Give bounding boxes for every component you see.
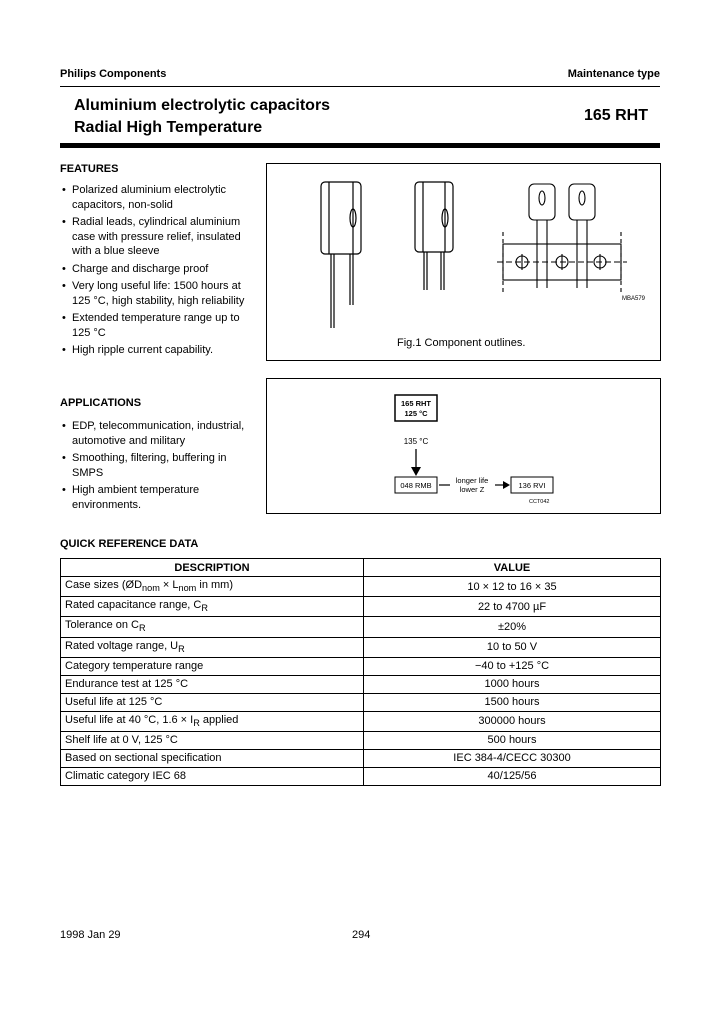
page-number: 294 [352,929,371,941]
table-header-row [61,559,661,577]
row-description: Shelf life at 0 V, 125 °C [61,731,364,749]
table-row [61,711,661,731]
type-number: 165 RHT [583,107,648,124]
row-value: 1000 hours [364,675,661,693]
capacitor-side-view [415,182,453,290]
row-value: 500 hours [364,731,661,749]
feature-item: • Radial leads, cylindrical aluminium case with pressure relief, insulated with a blue sleeve [60,215,260,259]
middle-label-line1: longer life [455,476,489,485]
figure2-code: CCT042 [529,499,550,505]
row-value: 10 to 50 V [364,637,661,657]
right-arrow-head [503,481,510,489]
row-value: 22 to 4700 µF [364,597,661,617]
figure1-caption: Fig.1 Component outlines. [397,337,526,349]
down-arrow-head [411,467,421,476]
value-column-header: VALUE [364,559,661,577]
family-relationship-diagram [267,379,660,513]
document-status: Maintenance type [567,68,660,80]
page-title-line1: Aluminium electrolytic capacitors [74,97,331,114]
component-outlines-drawing [267,164,660,360]
quick-reference-table [60,558,661,786]
capacitor-pcb-mounted [497,184,627,292]
feature-item: • High ripple current capability. [60,343,260,358]
row-description: Case sizes ($ØD_{nom} \times L_{nom}$ in mm) [61,577,364,597]
row-value: 10 × 12 to 16 × 35 [364,577,661,597]
application-item: • EDP, telecommunication, industrial, automotive and military [60,419,260,448]
table-row [61,577,661,597]
row-description: Rated voltage range, $U_R$ [61,637,364,657]
company-name: Philips Components [60,68,167,80]
row-description: Rated capacitance range, $C_R$ [61,597,364,617]
table-row [61,749,661,767]
row-value: ±20% [364,617,661,637]
figure1-code: MBA579 [622,296,646,302]
table-row [61,657,661,675]
applications-heading: APPLICATIONS [60,397,142,409]
table-row [61,731,661,749]
footer-date: 1998 Jan 29 [60,929,121,941]
description-column-header: DESCRIPTION [61,559,364,577]
component-outlines-figure [266,163,661,361]
row-description: Endurance test at 125 °C [61,675,364,693]
feature-item: • Charge and discharge proof [60,262,260,277]
features-heading: FEATURES [60,163,119,175]
table-row [61,767,661,785]
quick-reference-heading: QUICK REFERENCE DATA [60,538,199,550]
table-row [61,597,661,617]
page-title-line2: Radial High Temperature [74,119,263,136]
feature-item: • Polarized aluminium electrolytic capacitors, non-solid [60,183,260,212]
current-series-name: 165 RHT [400,399,432,408]
applications-list [60,419,260,515]
left-series-name: 048 RMB [400,481,432,490]
row-value: IEC 384-4/CECC 30300 [364,749,661,767]
feature-item: • Extended temperature range up to 125 °C [60,311,260,340]
table-row [61,637,661,657]
feature-item: • Very long useful life: 1500 hours at 125 °C, high stability, high reliability [60,279,260,308]
row-value: 300000 hours [364,711,661,731]
row-description: Useful life at 40 °C, $1.6 \times I_R$ applied [61,711,364,731]
header-rule [60,86,660,87]
table-row [61,693,661,711]
row-value: 40/125/56 [364,767,661,785]
row-description: Climatic category IEC 68 [61,767,364,785]
row-value: −40 to +125 °C [364,657,661,675]
table-row [61,617,661,637]
table-row [61,675,661,693]
arrow-temperature-label: 135 °C [403,437,429,446]
application-item: • High ambient temperature environments. [60,483,260,512]
current-series-temp: 125 °C [404,409,428,418]
row-description: Tolerance on $C_R$ [61,617,364,637]
capacitor-front-view [321,182,361,328]
right-series-name: 136 RVI [518,481,546,490]
row-description: Category temperature range [61,657,364,675]
row-description: Useful life at 125 °C [61,693,364,711]
features-list [60,183,260,361]
row-value: 1500 hours [364,693,661,711]
title-rule [60,143,660,148]
application-item: • Smoothing, filtering, buffering in SMPS [60,451,260,480]
family-relationship-figure [266,378,661,514]
middle-label-line2: lower Z [459,485,485,494]
quick-reference-body [61,577,661,786]
row-description: Based on sectional specification [61,749,364,767]
